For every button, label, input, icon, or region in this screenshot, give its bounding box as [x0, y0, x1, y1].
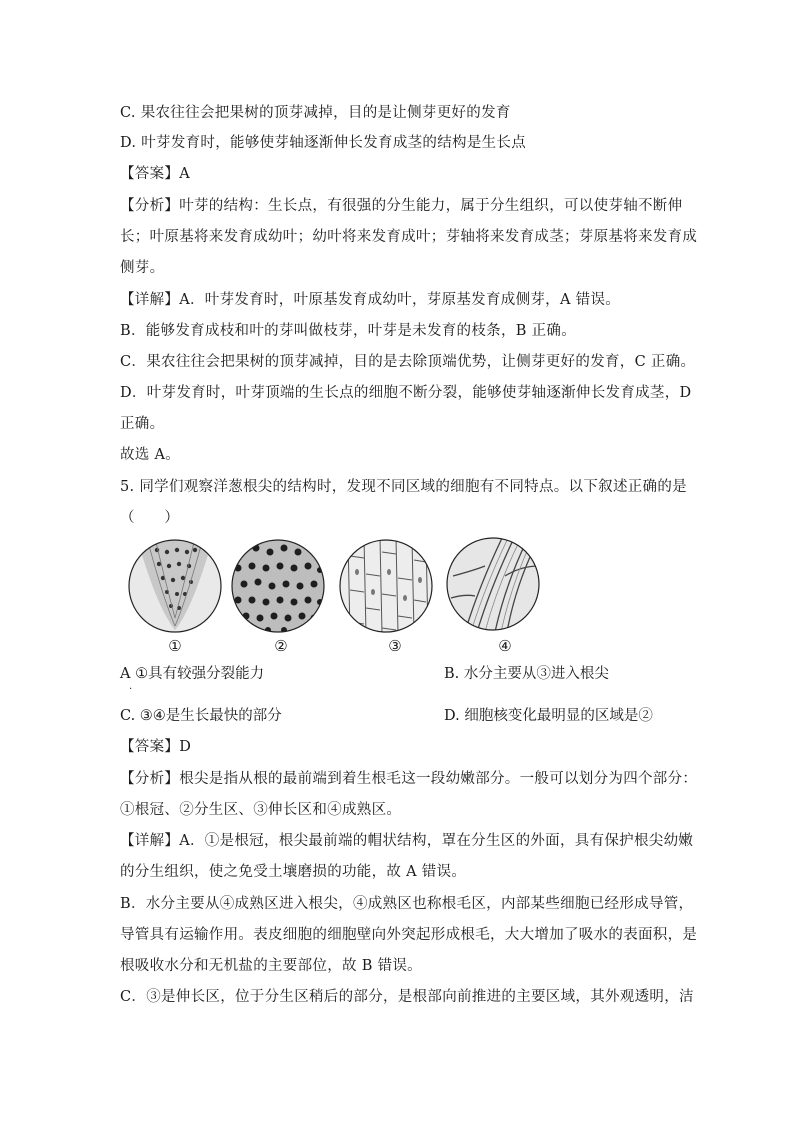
answer-label: 【答案】D [120, 739, 192, 755]
text-line: 根吸收水分和无机盐的主要部位，故 B 错误。 [120, 958, 422, 974]
question-stem: 5. 同学们观察洋葱根尖的结构时，发现不同区域的细胞有不同特点。以下叙述正确的是 [120, 479, 687, 495]
option-a-dot: . [129, 681, 133, 692]
text-line: 故选 A。 [120, 447, 181, 463]
text-line: B．能够发育成枝和叶的芽叫做枝芽，叶芽是未发育的枝条，B 正确。 [120, 323, 577, 339]
question-bracket: （ ） [120, 510, 180, 526]
option-b: B. 水分主要从③进入根尖 [444, 666, 609, 682]
figure-label-2: ② [274, 637, 288, 655]
text-line: ①根冠、②分生区、③伸长区和④成熟区。 [120, 802, 402, 818]
option-d: D. 细胞核变化最明显的区域是② [444, 708, 653, 724]
text-line: C. 果农往往会把果树的顶芽减掉，目的是让侧芽更好的发育 [120, 105, 511, 121]
answer-label: 【答案】A [120, 166, 190, 182]
text-line: 侧芽。 [120, 260, 165, 276]
text-line: 长；叶原基将来发育成幼叶；幼叶将来发育成叶；芽轴将来发育成茎；芽原基将来发育成 [120, 229, 698, 245]
figure-label-3: ③ [388, 637, 402, 655]
text-line: C．③是伸长区，位于分生区稍后的部分，是根部向前推进的主要区域，其外观透明，洁 [120, 989, 694, 1005]
text-line: B．水分主要从④成熟区进入根尖，④成熟区也称根毛区，内部某些细胞已经形成导管， [120, 896, 694, 912]
text-line: 【详解】A．①是根冠，根尖最前端的帽状结构，罩在分生区的外面，具有保护根尖幼嫩 [120, 833, 694, 849]
text-line: 导管具有运输作用。表皮细胞的细胞壁向外突起形成根毛，大大增加了吸水的表面积，是 [120, 927, 698, 943]
text-line: 【详解】A．叶芽发育时，叶原基发育成幼叶，芽原基发育成侧芽，A 错误。 [120, 292, 621, 308]
text-line: 【分析】叶芽的结构：生长点，有很强的分生能力，属于分生组织，可以使芽轴不断伸 [120, 198, 683, 214]
text-line: 的分生组织，使之免受土壤磨损的功能，故 A 错误。 [120, 864, 467, 880]
option-a: A ①具有较强分裂能力 [120, 666, 265, 682]
micrograph-root-cap [127, 538, 223, 634]
text-line: C．果农往往会把果树的顶芽减掉，目的是去除顶端优势，让侧芽更好的发育，C 正确。 [120, 354, 696, 370]
micrograph-maturation-zone [445, 536, 541, 632]
micrograph-elongation-zone [338, 538, 434, 634]
option-c: C. ③④是生长最快的部分 [120, 708, 282, 724]
micrograph-meristem [230, 538, 326, 634]
text-line: 【分析】根尖是指从根的最前端到着生根毛这一段幼嫩部分。一般可以划分为四个部分： [120, 771, 698, 787]
figure-label-1: ① [168, 637, 182, 655]
text-line: D．叶芽发育时，叶芽顶端的生长点的细胞不断分裂，能够使芽轴逐渐伸长发育成茎，D [120, 385, 692, 401]
text-line: 正确。 [120, 416, 165, 432]
figure-label-4: ④ [498, 637, 512, 655]
text-line: D. 叶芽发育时，能够使芽轴逐渐伸长发育成茎的结构是生长点 [120, 135, 527, 151]
